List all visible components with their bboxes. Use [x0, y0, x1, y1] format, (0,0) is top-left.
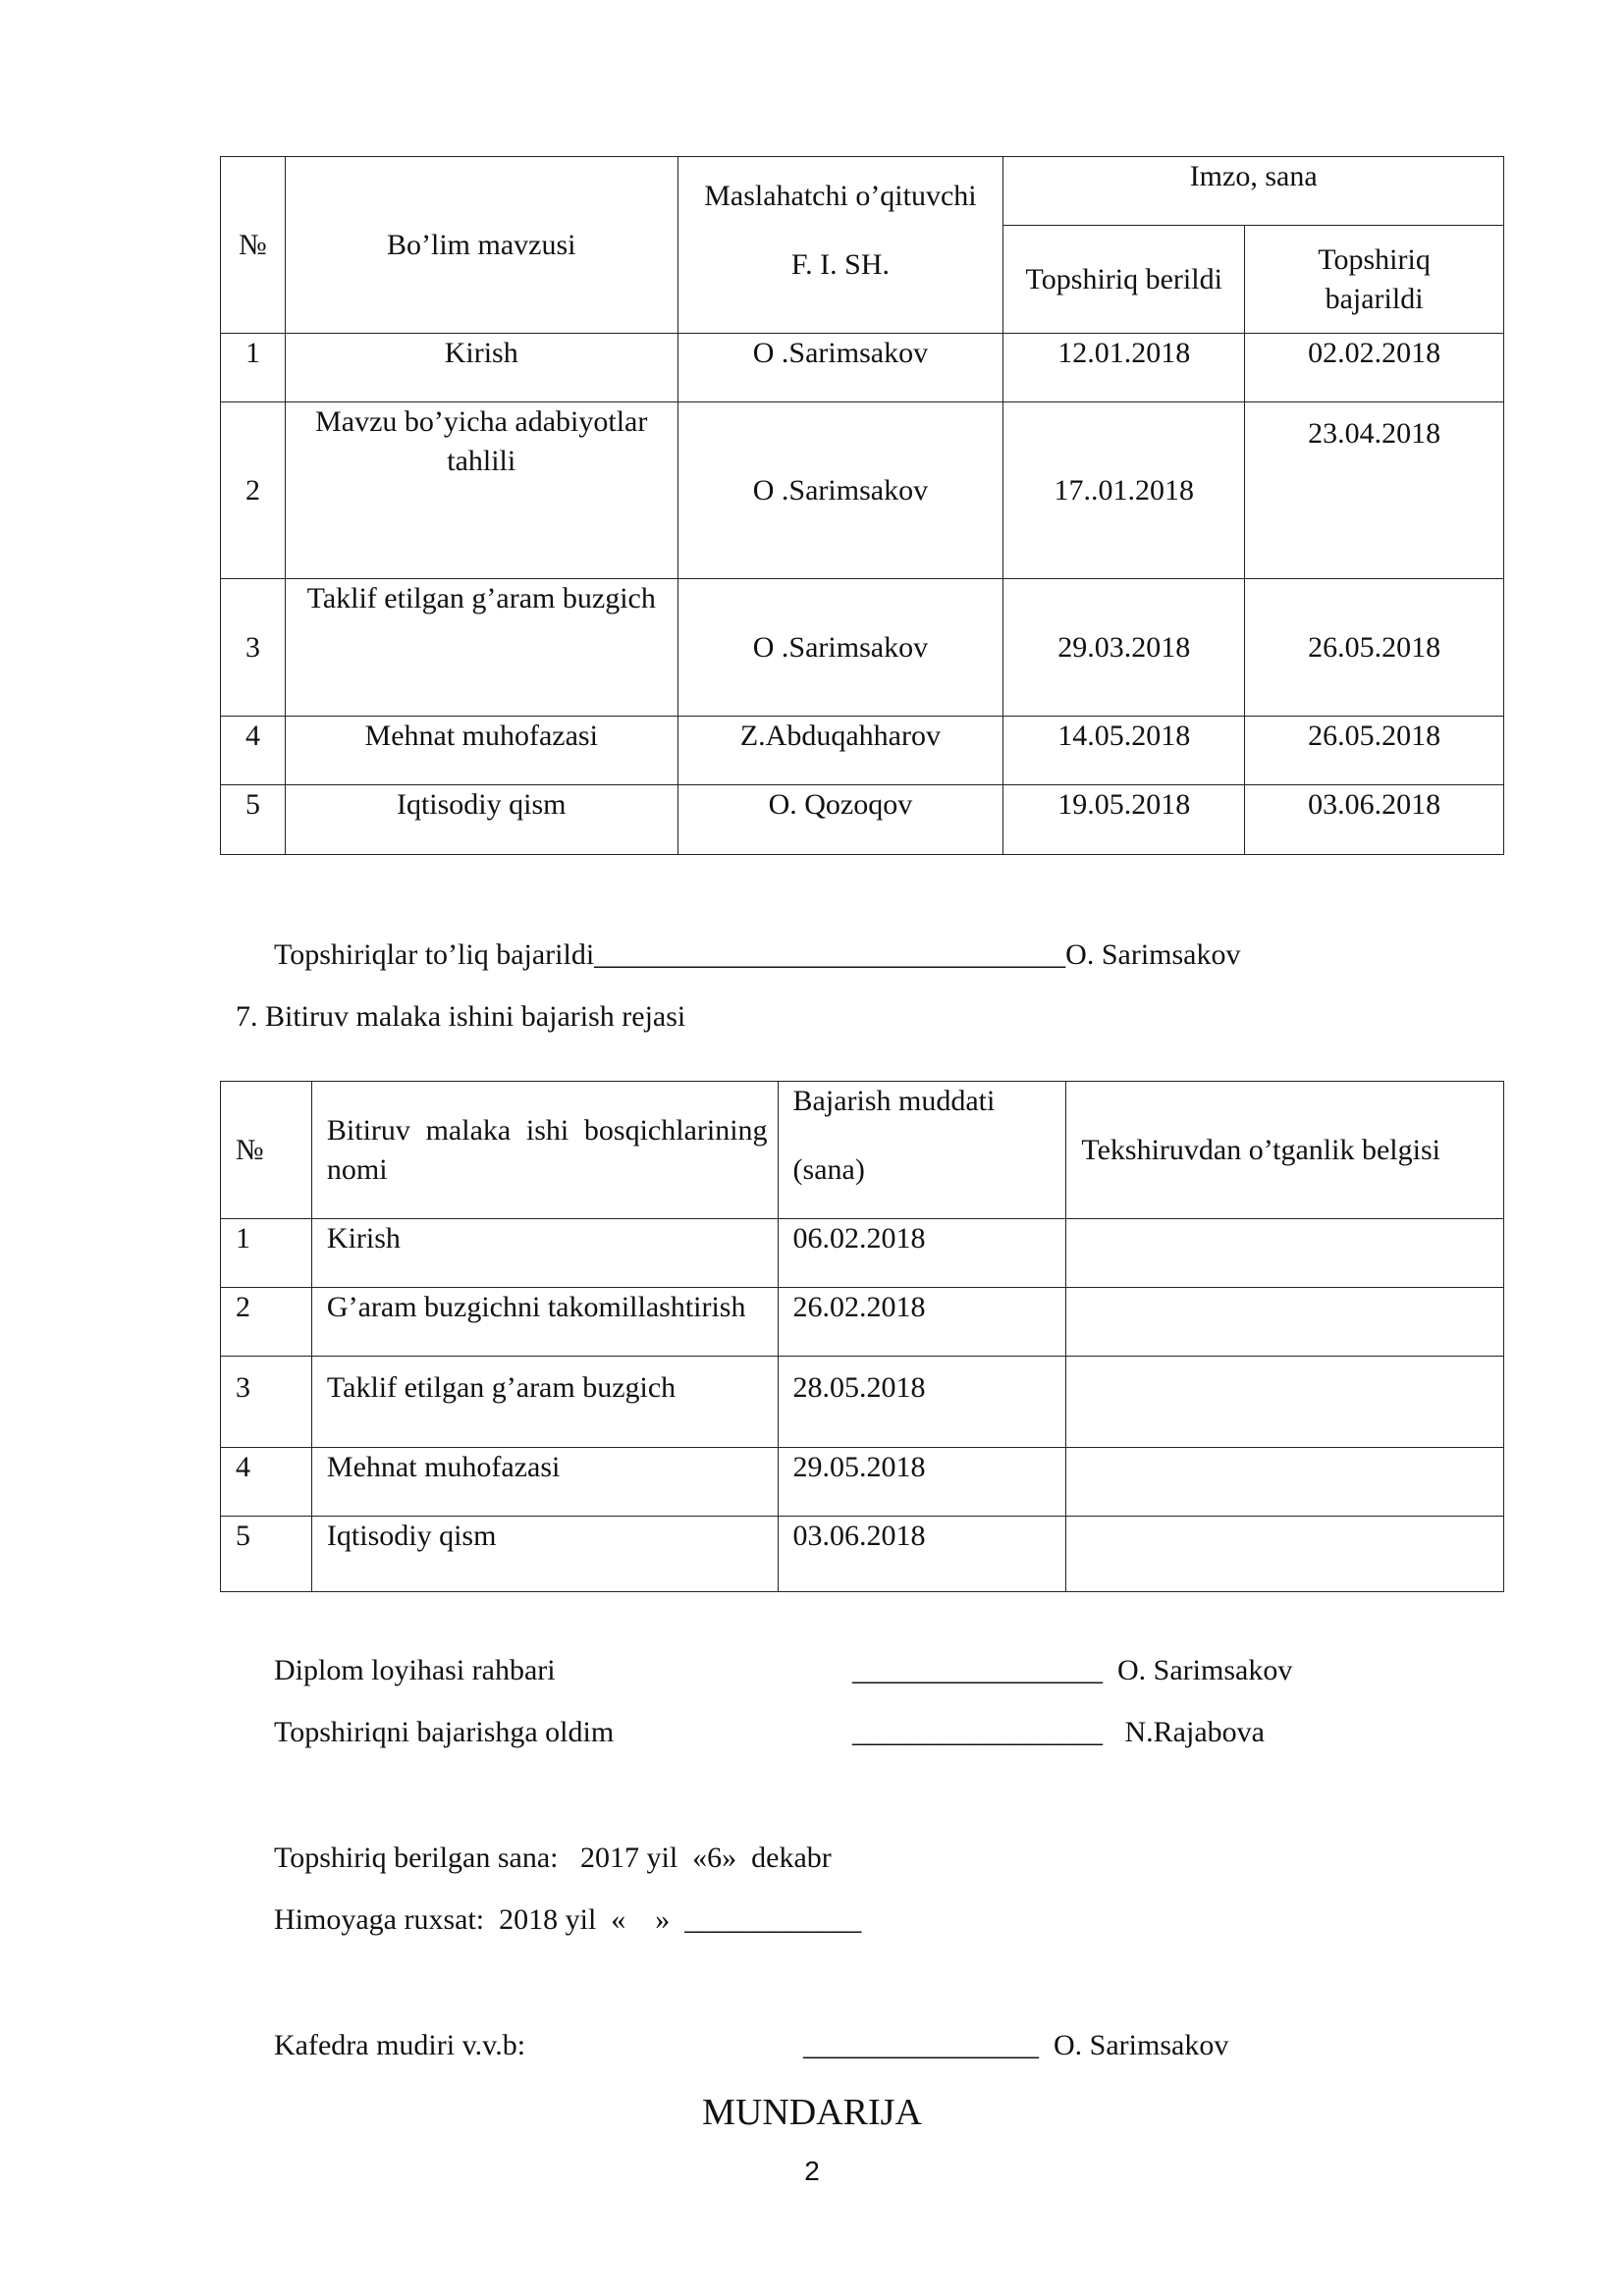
row-date: 28.05.2018: [778, 1357, 1066, 1448]
row-stage: Taklif etilgan g’aram buzgich: [311, 1357, 778, 1448]
row-number: 1: [221, 1219, 312, 1288]
row-given-date: 19.05.2018: [1003, 785, 1245, 855]
supervisor-label: Diplom loyihasi rahbari: [274, 1654, 556, 1686]
header-stage-name: Bitiruv malaka ishi bosqichlarining nomi: [311, 1082, 778, 1219]
table-header-row: [221, 1082, 1504, 1219]
table-row: [221, 785, 1504, 855]
row-check: [1066, 1357, 1504, 1448]
row-stage: Kirish: [311, 1219, 778, 1288]
row-done-date: 03.06.2018: [1245, 785, 1504, 855]
row-topic-line2: tahlili: [447, 445, 516, 477]
section-7-title: 7. Bitiruv malaka ishini bajarish rejasi: [236, 1000, 686, 1033]
header-sign-date: Imzo, sana: [1003, 157, 1504, 226]
header-advisor: [677, 157, 1003, 334]
table-row: [221, 1288, 1504, 1357]
row-advisor: O .Sarimsakov: [677, 402, 1003, 579]
header-task-given: Topshiriq berildi: [1003, 226, 1245, 334]
header-task-done-line2: bajarildi: [1325, 282, 1424, 315]
head-of-department-signature: ________________ O. Sarimsakov: [803, 2029, 1229, 2061]
row-number: 5: [221, 1517, 312, 1592]
row-topic: Kirish: [285, 334, 677, 402]
row-number: 3: [221, 1357, 312, 1448]
row-number: 2: [221, 402, 286, 579]
table-header-row: [221, 157, 1504, 226]
row-topic: Mehnat muhofazasi: [285, 717, 677, 785]
row-check: [1066, 1219, 1504, 1288]
table-row: [221, 717, 1504, 785]
table-row: [221, 1357, 1504, 1448]
header-deadline: [778, 1082, 1066, 1219]
row-done-date: 02.02.2018: [1245, 334, 1504, 402]
header-advisor-line2: F. I. SH.: [790, 248, 890, 281]
table-row: [221, 334, 1504, 402]
row-topic: Taklif etilgan g’aram buzgich: [285, 579, 677, 717]
header-check-mark: Tekshiruvdan o’tganlik belgisi: [1066, 1082, 1504, 1219]
row-advisor: Z.Abduqahharov: [677, 717, 1003, 785]
header-number: №: [221, 1082, 312, 1219]
row-advisor: O .Sarimsakov: [677, 334, 1003, 402]
table-row: [221, 579, 1504, 717]
contents-heading: MUNDARIJA: [702, 2092, 922, 2133]
row-given-date: 17..01.2018: [1003, 402, 1245, 579]
row-topic: Iqtisodiy qism: [285, 785, 677, 855]
row-done-date: 26.05.2018: [1245, 579, 1504, 717]
row-stage: Mehnat muhofazasi: [311, 1448, 778, 1517]
supervisor-signature: _________________ O. Sarimsakov: [852, 1654, 1293, 1686]
row-advisor: O. Qozoqov: [677, 785, 1003, 855]
completed-line: Topshiriqlar to’liq bajarildi________________________________O. Sarimsakov: [274, 938, 1241, 971]
header-deadline-line2: (sana): [792, 1153, 865, 1186]
row-topic: [285, 402, 677, 579]
header-advisor-line1: Maslahatchi o’qituvchi: [704, 180, 977, 212]
row-stage: Iqtisodiy qism: [311, 1517, 778, 1592]
row-advisor: O .Sarimsakov: [677, 579, 1003, 717]
header-task-done-line1: Topshiriq: [1318, 242, 1431, 276]
row-check: [1066, 1448, 1504, 1517]
header-deadline-line1: Bajarish muddati: [792, 1085, 996, 1117]
row-check: [1066, 1288, 1504, 1357]
row-stage: G’aram buzgichni takomillashtirish: [311, 1288, 778, 1357]
row-date: 06.02.2018: [778, 1219, 1066, 1288]
row-number: 4: [221, 717, 286, 785]
table-row: [221, 402, 1504, 579]
accepted-label: Topshiriqni bajarishga oldim: [274, 1716, 615, 1748]
row-number: 2: [221, 1288, 312, 1357]
page-number: 2: [804, 2156, 820, 2186]
issued-date: Topshiriq berilgan sana: 2017 yil «6» dekabr: [274, 1842, 832, 1874]
row-given-date: 14.05.2018: [1003, 717, 1245, 785]
header-section-topic: Bo’lim mavzusi: [285, 157, 677, 334]
row-topic-line1: Mavzu bo’yicha adabiyotlar: [315, 405, 648, 438]
row-check: [1066, 1517, 1504, 1592]
table-row: [221, 1448, 1504, 1517]
row-number: 1: [221, 334, 286, 402]
row-date: 26.02.2018: [778, 1288, 1066, 1357]
table-row: [221, 1517, 1504, 1592]
accepted-signature: _________________ N.Rajabova: [852, 1716, 1265, 1748]
row-number: 4: [221, 1448, 312, 1517]
row-date: 29.05.2018: [778, 1448, 1066, 1517]
row-given-date: 29.03.2018: [1003, 579, 1245, 717]
head-of-department-label: Kafedra mudiri v.v.b:: [274, 2029, 526, 2061]
row-done-date: 23.04.2018: [1245, 402, 1504, 579]
advisors-table: [220, 156, 1504, 855]
row-date: 03.06.2018: [778, 1517, 1066, 1592]
row-number: 3: [221, 579, 286, 717]
row-done-date: 26.05.2018: [1245, 717, 1504, 785]
header-number: №: [221, 157, 286, 334]
defense-permission: Himoyaga ruxsat: 2018 yil « » ____________: [274, 1903, 862, 1936]
row-given-date: 12.01.2018: [1003, 334, 1245, 402]
row-number: 5: [221, 785, 286, 855]
header-task-done: [1245, 226, 1504, 334]
table-row: [221, 1219, 1504, 1288]
work-plan-table: [220, 1081, 1504, 1592]
